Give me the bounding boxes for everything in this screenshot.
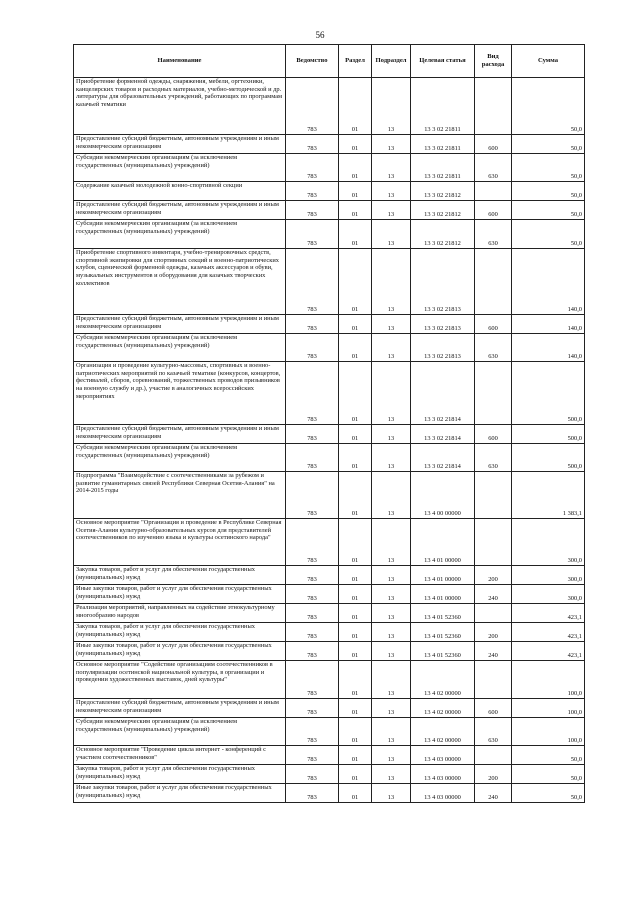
table-header-row xyxy=(74,45,585,78)
row-target: 13 4 02 00000 xyxy=(411,699,475,718)
table-row xyxy=(74,362,585,425)
row-dept: 783 xyxy=(286,623,339,642)
row-name: Предоставление субсидий бюджетным, автономным учреждениям и иным некоммерческим организациям xyxy=(74,201,286,220)
row-section: 01 xyxy=(339,154,372,182)
row-exp-type: 600 xyxy=(475,315,512,334)
row-target: 13 4 03 00000 xyxy=(411,765,475,784)
column-header-target: Целевая статья xyxy=(411,45,475,78)
table-row xyxy=(74,519,585,566)
row-section: 01 xyxy=(339,220,372,249)
row-sum: 140,0 xyxy=(512,315,585,334)
row-sum: 500,0 xyxy=(512,444,585,472)
table-row xyxy=(74,201,585,220)
row-name: Субсидии некоммерческим организациям (за исключением государственных (муниципальных) учреждений) xyxy=(74,334,286,362)
row-exp-type: 200 xyxy=(475,566,512,585)
row-sum: 423,1 xyxy=(512,604,585,623)
row-sum: 140,0 xyxy=(512,249,585,315)
row-section: 01 xyxy=(339,182,372,201)
row-name: Основное мероприятие "Содействие организациям соотечественников в популяризации осетинской национальной культуры, в организации и проведении художественных выставок, дней культуры" xyxy=(74,661,286,699)
table-row xyxy=(74,699,585,718)
row-target: 13 3 02 21813 xyxy=(411,315,475,334)
row-section: 01 xyxy=(339,249,372,315)
row-section: 01 xyxy=(339,604,372,623)
row-subsection: 13 xyxy=(372,78,411,135)
row-dept: 783 xyxy=(286,784,339,803)
row-name: Основное мероприятие "Проведение цикла интернет - конференций с участием соотечественников" xyxy=(74,746,286,765)
row-exp-type: 600 xyxy=(475,135,512,154)
row-subsection: 13 xyxy=(372,220,411,249)
row-name: Иные закупки товаров, работ и услуг для обеспечения государственных (муниципальных) нужд xyxy=(74,642,286,661)
row-name: Подпрограмма "Взаимодействие с соотечественниками за рубежом и развитие гуманитарных связей Республики Северная Осетия-Алания" на 2014-2015 годы xyxy=(74,472,286,519)
row-target: 13 4 01 00000 xyxy=(411,585,475,604)
row-subsection: 13 xyxy=(372,566,411,585)
row-target: 13 4 01 52360 xyxy=(411,642,475,661)
row-section: 01 xyxy=(339,765,372,784)
row-target: 13 4 03 00000 xyxy=(411,784,475,803)
row-name: Содержание казачьей молодежной конно-спортивной секции xyxy=(74,182,286,201)
row-section: 01 xyxy=(339,746,372,765)
row-sum: 500,0 xyxy=(512,362,585,425)
row-exp-type xyxy=(475,472,512,519)
row-dept: 783 xyxy=(286,444,339,472)
table-row xyxy=(74,182,585,201)
row-subsection: 13 xyxy=(372,746,411,765)
table-row xyxy=(74,135,585,154)
row-sum: 423,1 xyxy=(512,623,585,642)
row-section: 01 xyxy=(339,784,372,803)
row-subsection: 13 xyxy=(372,182,411,201)
row-sum: 50,0 xyxy=(512,746,585,765)
column-header-name: Наименование xyxy=(74,45,286,78)
row-section: 01 xyxy=(339,472,372,519)
row-dept: 783 xyxy=(286,154,339,182)
row-dept: 783 xyxy=(286,746,339,765)
table-row xyxy=(74,642,585,661)
row-sum: 423,1 xyxy=(512,642,585,661)
row-sum: 100,0 xyxy=(512,718,585,746)
row-target: 13 4 02 00000 xyxy=(411,718,475,746)
row-exp-type: 630 xyxy=(475,718,512,746)
row-subsection: 13 xyxy=(372,249,411,315)
row-target: 13 4 01 52360 xyxy=(411,604,475,623)
row-target: 13 3 02 21814 xyxy=(411,425,475,444)
row-section: 01 xyxy=(339,362,372,425)
row-dept: 783 xyxy=(286,201,339,220)
row-section: 01 xyxy=(339,334,372,362)
row-exp-type: 240 xyxy=(475,585,512,604)
row-section: 01 xyxy=(339,315,372,334)
table-row xyxy=(74,566,585,585)
column-header-dept: Ведомство xyxy=(286,45,339,78)
row-dept: 783 xyxy=(286,699,339,718)
row-exp-type: 200 xyxy=(475,623,512,642)
row-target: 13 4 01 52360 xyxy=(411,623,475,642)
row-section: 01 xyxy=(339,135,372,154)
table-row xyxy=(74,718,585,746)
row-exp-type: 630 xyxy=(475,220,512,249)
column-header-exp-type: Вид расхода xyxy=(475,45,512,78)
row-dept: 783 xyxy=(286,362,339,425)
row-sum: 50,0 xyxy=(512,784,585,803)
row-subsection: 13 xyxy=(372,642,411,661)
row-target: 13 3 02 21813 xyxy=(411,334,475,362)
row-subsection: 13 xyxy=(372,623,411,642)
row-dept: 783 xyxy=(286,661,339,699)
row-section: 01 xyxy=(339,78,372,135)
table-row xyxy=(74,585,585,604)
table-row xyxy=(74,220,585,249)
row-sum: 300,0 xyxy=(512,519,585,566)
row-sum: 140,0 xyxy=(512,334,585,362)
row-subsection: 13 xyxy=(372,362,411,425)
table-row xyxy=(74,78,585,135)
table-row xyxy=(74,425,585,444)
row-exp-type xyxy=(475,519,512,566)
row-sum: 50,0 xyxy=(512,201,585,220)
row-section: 01 xyxy=(339,201,372,220)
column-header-section: Раздел xyxy=(339,45,372,78)
row-sum: 300,0 xyxy=(512,566,585,585)
row-target: 13 3 02 21811 xyxy=(411,78,475,135)
table-row xyxy=(74,784,585,803)
table-row xyxy=(74,154,585,182)
row-name: Предоставление субсидий бюджетным, автономным учреждениям и иным некоммерческим организациям xyxy=(74,699,286,718)
row-subsection: 13 xyxy=(372,699,411,718)
row-section: 01 xyxy=(339,718,372,746)
table-row xyxy=(74,315,585,334)
row-exp-type: 600 xyxy=(475,699,512,718)
row-target: 13 3 02 21814 xyxy=(411,444,475,472)
row-dept: 783 xyxy=(286,182,339,201)
row-exp-type: 630 xyxy=(475,444,512,472)
row-dept: 783 xyxy=(286,249,339,315)
row-exp-type xyxy=(475,78,512,135)
table-row xyxy=(74,604,585,623)
row-exp-type xyxy=(475,604,512,623)
row-subsection: 13 xyxy=(372,519,411,566)
row-sum: 50,0 xyxy=(512,154,585,182)
row-dept: 783 xyxy=(286,135,339,154)
row-subsection: 13 xyxy=(372,604,411,623)
row-section: 01 xyxy=(339,519,372,566)
row-exp-type xyxy=(475,249,512,315)
row-dept: 783 xyxy=(286,425,339,444)
row-target: 13 3 02 21811 xyxy=(411,135,475,154)
table-row xyxy=(74,444,585,472)
row-name: Приобретение спортивного инвентаря, учебно-тренировочных средств, спортивной экипировки для спортивных секций и военно-патриотических клубов, сценической форменной одежды, казачьих аксессуаров и обуви, музыкальных инструментов и оборудования для казачьих творческих коллективов xyxy=(74,249,286,315)
row-exp-type: 200 xyxy=(475,765,512,784)
row-subsection: 13 xyxy=(372,334,411,362)
row-subsection: 13 xyxy=(372,425,411,444)
row-name: Иные закупки товаров, работ и услуг для обеспечения государственных (муниципальных) нужд xyxy=(74,784,286,803)
table-row xyxy=(74,746,585,765)
row-dept: 783 xyxy=(286,566,339,585)
row-subsection: 13 xyxy=(372,585,411,604)
row-subsection: 13 xyxy=(372,661,411,699)
row-sum: 1 383,1 xyxy=(512,472,585,519)
row-target: 13 4 03 00000 xyxy=(411,746,475,765)
row-target: 13 4 01 00000 xyxy=(411,519,475,566)
row-exp-type xyxy=(475,362,512,425)
row-section: 01 xyxy=(339,444,372,472)
row-name: Закупка товаров, работ и услуг для обеспечения государственных (муниципальных) нужд xyxy=(74,566,286,585)
table-row xyxy=(74,249,585,315)
row-exp-type xyxy=(475,182,512,201)
row-exp-type: 630 xyxy=(475,334,512,362)
row-sum: 50,0 xyxy=(512,135,585,154)
row-dept: 783 xyxy=(286,78,339,135)
row-subsection: 13 xyxy=(372,201,411,220)
row-exp-type: 240 xyxy=(475,784,512,803)
row-target: 13 4 01 00000 xyxy=(411,566,475,585)
row-section: 01 xyxy=(339,425,372,444)
row-dept: 783 xyxy=(286,585,339,604)
row-sum: 100,0 xyxy=(512,699,585,718)
row-section: 01 xyxy=(339,623,372,642)
row-dept: 783 xyxy=(286,220,339,249)
row-subsection: 13 xyxy=(372,154,411,182)
row-dept: 783 xyxy=(286,519,339,566)
row-name: Закупка товаров, работ и услуг для обеспечения государственных (муниципальных) нужд xyxy=(74,765,286,784)
row-subsection: 13 xyxy=(372,315,411,334)
row-name: Иные закупки товаров, работ и услуг для обеспечения государственных (муниципальных) нужд xyxy=(74,585,286,604)
row-target: 13 3 02 21812 xyxy=(411,220,475,249)
row-exp-type xyxy=(475,661,512,699)
row-name: Закупка товаров, работ и услуг для обеспечения государственных (муниципальных) нужд xyxy=(74,623,286,642)
row-name: Основное мероприятие "Организация и проведение в Республике Северная Осетия-Алания культурно-образовательных курсов для представителей соотечественников по изучению языка и культуры осетинского народа" xyxy=(74,519,286,566)
row-target: 13 4 00 00000 xyxy=(411,472,475,519)
row-name: Предоставление субсидий бюджетным, автономным учреждениям и иным некоммерческим организациям xyxy=(74,425,286,444)
row-exp-type: 600 xyxy=(475,201,512,220)
row-target: 13 3 02 21812 xyxy=(411,201,475,220)
row-dept: 783 xyxy=(286,765,339,784)
row-section: 01 xyxy=(339,642,372,661)
row-sum: 300,0 xyxy=(512,585,585,604)
row-dept: 783 xyxy=(286,315,339,334)
column-header-subsection: Подраздел xyxy=(372,45,411,78)
row-name: Субсидии некоммерческим организациям (за исключением государственных (муниципальных) учреждений) xyxy=(74,718,286,746)
row-name: Организация и проведение культурно-массовых, спортивных и военно-патриотических мероприятий по казачьей тематике (конкурсов, концертов, фестивалей, сборов, соревнований, торжественных проводов призывников на военную службу и др.), участие в аналогичных всероссийских мероприятиях xyxy=(74,362,286,425)
row-exp-type: 240 xyxy=(475,642,512,661)
table-row xyxy=(74,334,585,362)
row-subsection: 13 xyxy=(372,784,411,803)
page-number: 56 xyxy=(315,30,325,40)
row-exp-type xyxy=(475,746,512,765)
row-name: Предоставление субсидий бюджетным, автономным учреждениям и иным некоммерческим организациям xyxy=(74,315,286,334)
row-sum: 50,0 xyxy=(512,182,585,201)
row-exp-type: 630 xyxy=(475,154,512,182)
row-subsection: 13 xyxy=(372,135,411,154)
row-dept: 783 xyxy=(286,642,339,661)
row-target: 13 3 02 21812 xyxy=(411,182,475,201)
row-subsection: 13 xyxy=(372,765,411,784)
row-subsection: 13 xyxy=(372,444,411,472)
row-name: Субсидии некоммерческим организациям (за исключением государственных (муниципальных) учреждений) xyxy=(74,220,286,249)
table-row xyxy=(74,661,585,699)
column-header-sum: Сумма xyxy=(512,45,585,78)
row-sum: 50,0 xyxy=(512,220,585,249)
row-name: Предоставление субсидий бюджетным, автономным учреждениям и иным некоммерческим организациям xyxy=(74,135,286,154)
row-exp-type: 600 xyxy=(475,425,512,444)
table-row xyxy=(74,623,585,642)
row-sum: 500,0 xyxy=(512,425,585,444)
row-section: 01 xyxy=(339,566,372,585)
table-row xyxy=(74,765,585,784)
row-section: 01 xyxy=(339,699,372,718)
row-subsection: 13 xyxy=(372,472,411,519)
budget-table xyxy=(73,44,585,803)
row-section: 01 xyxy=(339,661,372,699)
row-subsection: 13 xyxy=(372,718,411,746)
row-target: 13 3 02 21814 xyxy=(411,362,475,425)
row-target: 13 3 02 21813 xyxy=(411,249,475,315)
row-dept: 783 xyxy=(286,334,339,362)
row-name: Приобретение форменной одежды, снаряжения, мебели, оргтехники, канцелярских товаров и расходных материалов, учебно-методической и др. литературы для образовательных учреждений, работающих по программам казачьей тематики xyxy=(74,78,286,135)
row-sum: 50,0 xyxy=(512,78,585,135)
row-name: Субсидии некоммерческим организациям (за исключением государственных (муниципальных) учреждений) xyxy=(74,154,286,182)
row-target: 13 4 02 00000 xyxy=(411,661,475,699)
row-section: 01 xyxy=(339,585,372,604)
row-sum: 100,0 xyxy=(512,661,585,699)
row-dept: 783 xyxy=(286,472,339,519)
row-name: Субсидии некоммерческим организациям (за исключением государственных (муниципальных) учреждений) xyxy=(74,444,286,472)
row-dept: 783 xyxy=(286,604,339,623)
row-target: 13 3 02 21811 xyxy=(411,154,475,182)
row-sum: 50,0 xyxy=(512,765,585,784)
row-dept: 783 xyxy=(286,718,339,746)
table-row xyxy=(74,472,585,519)
row-name: Реализация мероприятий, направленных на содействие этнокультурному многообразию народов xyxy=(74,604,286,623)
